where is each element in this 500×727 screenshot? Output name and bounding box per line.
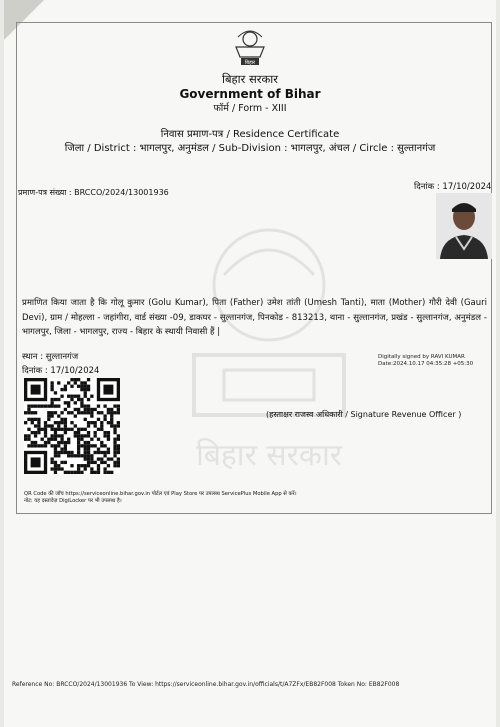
emblem-label: बिहार: [244, 60, 256, 66]
certificate-page: [4, 0, 496, 727]
certificate-body: प्रमाणित किया जाता है कि गोलू कुमार (Golu Kumar), पिता (Father) उमेश तांती (Umesh Tanti), माता (Mother) गौरी देवी (Gauri Devi), ग्राम / मोहल्ला - जहांगीरा, वार्ड संख्या -09, डाकघर - सुल्तानगंज, पिनकोड - 813213, थाना - सुल्तानगंज, प्रखंड - सुल्तानगंज, अनुमंडल - भागलपुर, जिला - भागलपुर, राज्य - बिहार के स्थायी निवासी हैं |: [22, 298, 487, 337]
bihar-emblem-icon: [230, 27, 270, 69]
watermark-emblem: [154, 215, 384, 485]
reference-footer: Reference No: BRCCO/2024/13001936 To View: https://serviceonline.bihar.gov.in/officials/t/A7ZFx/EB82F008 Token No: EB82F008: [12, 681, 400, 688]
place-line: स्थान : सुल्तानगंज: [22, 352, 79, 362]
government-title: Government of Bihar: [179, 87, 321, 101]
issue-date: दिनांक : 17/10/2024: [414, 182, 492, 192]
watermark-text: बिहार सरकार: [195, 438, 343, 473]
qr-note-line-1: QR Code की जाँच https://serviceonline.bihar.gov.in पोर्टल एवं Play Store पर उपलब्ध ServicePlus Mobile App से करें।: [24, 491, 297, 497]
digital-signature-name: Digitally signed by RAVI KUMAR: [378, 354, 465, 360]
state-name-hindi: बिहार सरकार: [222, 72, 278, 86]
certificate-title: निवास प्रमाण-पत्र / Residence Certificate: [160, 129, 340, 140]
qr-note: [24, 491, 297, 505]
signature-label: (हस्ताक्षर राजस्व अधिकारी / Signature Revenue Officer ): [266, 410, 462, 419]
applicant-photo: [436, 193, 492, 259]
digital-signature-date: Date:2024.10.17 04:35:28 +05:30: [378, 361, 474, 367]
qr-code: [24, 378, 120, 474]
certificate-number: प्रमाण-पत्र संख्या : BRCCO/2024/13001936: [18, 188, 169, 197]
qr-note-line-2: नोट: यह दस्तावेज़ DigiLocker पर भी उपलब्ध है।: [24, 498, 122, 504]
form-number: फॉर्म / Form - XIII: [213, 103, 287, 114]
date-line: दिनांक : 17/10/2024: [22, 366, 100, 376]
digital-signature: [378, 354, 473, 368]
jurisdiction-line: जिला / District : भागलपुर, अनुमंडल / Sub-Division : भागलपुर, अंचल / Circle : सुल्तानगंज: [64, 143, 436, 154]
